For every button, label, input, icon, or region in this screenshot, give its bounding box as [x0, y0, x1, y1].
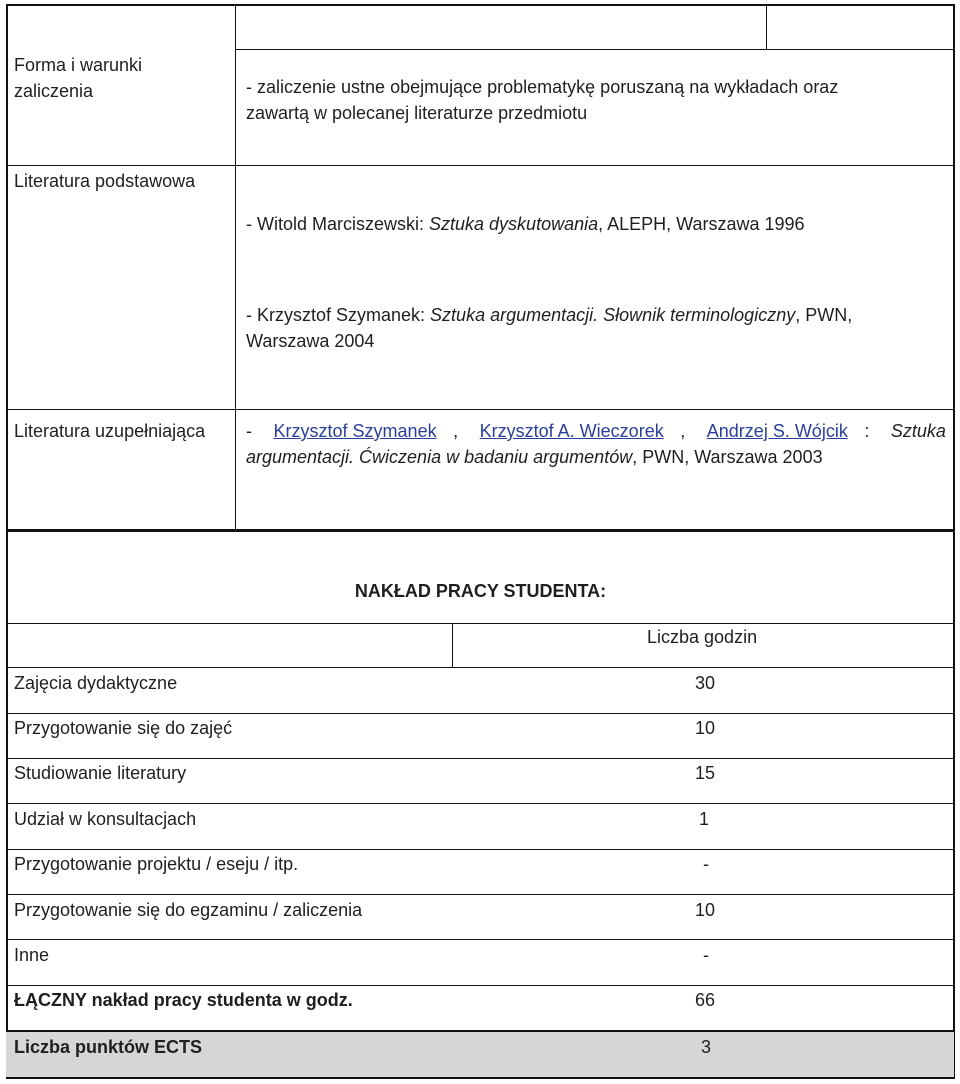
basic-literature-item [246, 302, 946, 328]
border-line [6, 803, 955, 804]
content-line: - zaliczenie ustne obejmujące problematykę poruszaną na wykładach oraz [246, 77, 839, 97]
workload-row-label: Zajęcia dydaktyczne [14, 673, 178, 693]
workload-row-value: 15 [694, 763, 715, 783]
workload-row-value: 1 [698, 809, 709, 829]
item-title: Sztuka [890, 421, 946, 441]
item-title: Sztuka argumentacji. Słownik terminologiczny [430, 305, 796, 325]
item-publisher: , PWN, [795, 305, 853, 325]
border-line [6, 894, 955, 895]
workload-row-value: 10 [694, 900, 715, 920]
border-line [6, 165, 955, 166]
label-line: zaliczenia [14, 81, 94, 101]
border-line [6, 939, 955, 940]
workload-row-label: Przygotowanie projektu / eseju / itp. [14, 854, 299, 874]
workload-row-value: - [703, 854, 709, 874]
hours-column-header: Liczba godzin [647, 627, 758, 647]
ects-value: 3 [700, 1037, 711, 1057]
border-line [6, 529, 955, 532]
border-line [6, 849, 955, 850]
author-link[interactable]: Krzysztof Szymanek [273, 421, 437, 441]
workload-row-label: Przygotowanie się do zajęć [14, 718, 233, 738]
border-line [452, 624, 453, 668]
workload-row-value: 30 [694, 673, 715, 693]
workload-row-label: Przygotowanie się do egzaminu / zaliczenia [14, 900, 363, 920]
form-of-credit-label [14, 52, 229, 104]
workload-row-value: 10 [694, 718, 715, 738]
basic-literature-label: Literatura podstawowa [14, 171, 196, 191]
form-of-credit-content [246, 74, 946, 126]
content-line: zawartą w polecanej literaturze przedmiotu [246, 103, 588, 123]
workload-row-label: Studiowanie literatury [14, 763, 187, 783]
border-line [6, 4, 8, 531]
border-line [6, 1077, 955, 1079]
ects-label: Liczba punktów ECTS [14, 1037, 203, 1057]
workload-row-label: Udział w konsultacjach [14, 809, 197, 829]
border-line [6, 985, 955, 986]
item-author: - Witold Marciszewski: [246, 214, 430, 234]
border-line [6, 713, 955, 714]
author-dash: - [246, 421, 257, 441]
basic-literature-item [246, 211, 946, 237]
total-workload-label: ŁĄCZNY nakład pracy studenta w godz. [14, 990, 353, 1010]
border-line [235, 4, 236, 531]
border-line [766, 4, 767, 50]
border-line [953, 4, 955, 531]
item-title: Sztuka dyskutowania [429, 214, 599, 234]
label-line: Forma i warunki [14, 55, 143, 75]
supplementary-literature-label: Literatura uzupełniająca [14, 421, 206, 441]
author-link[interactable]: Krzysztof A. Wieczorek [479, 421, 664, 441]
supplementary-literature-item [246, 418, 946, 470]
border-line [236, 49, 954, 50]
workload-title: NAKŁAD PRACY STUDENTA: [354, 581, 607, 601]
item-publisher: , ALEPH, Warszawa 1996 [598, 214, 805, 234]
border-line [6, 667, 955, 668]
border-line [6, 532, 8, 1079]
border-line [953, 532, 955, 1079]
author-link[interactable]: Andrzej S. Wójcik [706, 421, 848, 441]
item-publisher: , PWN, Warszawa 2003 [632, 447, 823, 467]
total-workload-value: 66 [694, 990, 715, 1010]
workload-row-value: - [703, 945, 709, 965]
item-title: argumentacji. Ćwiczenia w badaniu argumentów [246, 447, 633, 467]
border-line [6, 758, 955, 759]
author-colon: : [864, 421, 875, 441]
border-line [6, 409, 955, 410]
author-separator: , [680, 421, 691, 441]
author-separator: , [453, 421, 464, 441]
workload-row-label: Inne [14, 945, 50, 965]
item-author: - Krzysztof Szymanek: [246, 305, 431, 325]
border-line [6, 4, 955, 6]
basic-literature-item-line2: Warszawa 2004 [246, 331, 375, 351]
